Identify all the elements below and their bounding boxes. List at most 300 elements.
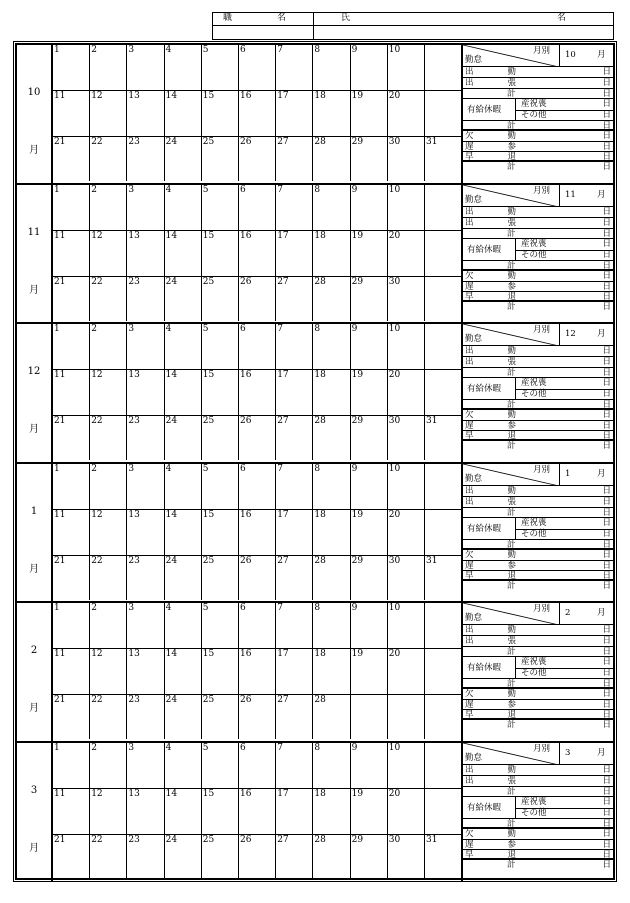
day-cell[interactable] [276,324,313,370]
day-cell[interactable] [239,464,276,510]
day-cell[interactable] [239,324,276,370]
day-cell[interactable] [127,835,164,879]
day-cell[interactable] [165,45,202,91]
day-cell[interactable] [202,649,239,695]
shutcho-label: 出 張 [465,357,517,367]
day-number: 17 [277,230,289,241]
day-cell[interactable] [90,137,127,181]
day-cell[interactable] [127,231,164,277]
day-cell[interactable] [276,649,313,695]
day-cell[interactable] [165,464,202,510]
day-cell[interactable] [239,510,276,556]
day-cell[interactable] [351,416,388,460]
day-cell[interactable] [90,185,127,231]
day-cell[interactable] [53,556,90,600]
day-cell[interactable] [127,185,164,231]
summary-row [463,700,613,710]
day-cell[interactable] [90,277,127,321]
day-cell[interactable] [202,789,239,835]
day-cell[interactable] [90,91,127,137]
day-number: 27 [277,416,289,426]
day-cell[interactable] [351,324,388,370]
day-number: 6 [240,324,246,334]
day-cell[interactable] [351,231,388,277]
day-cell[interactable] [239,231,276,277]
day-cell[interactable] [388,370,425,416]
month-block [17,324,613,464]
day-unit: 日 [602,249,611,260]
day-cell[interactable] [239,370,276,416]
day-unit: 日 [602,849,611,860]
day-cell[interactable] [425,464,462,510]
day-cell[interactable] [53,370,90,416]
day-number: 28 [314,416,326,426]
day-cell[interactable] [53,649,90,695]
month-kanji: 月 [29,563,39,575]
day-cell[interactable] [425,277,462,321]
day-cell[interactable] [351,743,388,789]
day-cell[interactable] [425,510,462,556]
day-number: 4 [165,184,172,195]
day-cell[interactable] [276,231,313,277]
day-number: 17 [277,788,289,799]
day-cell[interactable] [90,45,127,91]
month-block [17,185,613,325]
day-number: 3 [128,45,135,55]
day-cell[interactable] [165,185,202,231]
day-cell[interactable] [90,324,127,370]
day-cell[interactable] [239,185,276,231]
day-number: 13 [128,509,140,520]
day-cell[interactable] [165,835,202,879]
day-cell[interactable] [388,743,425,789]
day-cell[interactable] [127,137,164,181]
day-cell[interactable] [53,603,90,649]
day-cell[interactable] [202,137,239,181]
day-unit: 日 [602,560,611,571]
day-cell[interactable] [239,743,276,789]
day-cell[interactable] [351,556,388,600]
yukyu-total-label: 計 [507,679,516,689]
day-number: 28 [314,276,326,287]
day-unit: 日 [602,89,611,99]
day-cell[interactable] [165,416,202,460]
day-cell[interactable] [313,556,350,600]
day-cell[interactable] [202,556,239,600]
day-cell[interactable] [165,649,202,695]
sanshoku-label: 産祝喪 [521,657,547,667]
day-cell[interactable] [425,185,462,231]
day-cell[interactable] [239,45,276,91]
month-kanji: 月 [29,842,39,854]
day-cell[interactable] [239,91,276,137]
day-cell[interactable] [127,277,164,321]
day-cell[interactable] [202,416,239,460]
day-cell[interactable] [165,556,202,600]
day-cell[interactable] [276,91,313,137]
summary-row [463,162,613,173]
day-cell[interactable] [276,835,313,879]
day-number: 9 [351,324,358,334]
day-cell[interactable] [351,185,388,231]
day-cell[interactable] [90,510,127,556]
day-cell[interactable] [239,789,276,835]
day-cell[interactable] [239,695,276,739]
day-cell[interactable] [425,835,462,879]
day-cell[interactable] [90,416,127,460]
day-cell[interactable] [202,464,239,510]
day-cell[interactable] [239,277,276,321]
day-cell[interactable] [313,91,350,137]
day-cell[interactable] [165,695,202,739]
summary-row [463,657,613,679]
day-cell[interactable] [351,510,388,556]
day-cell[interactable] [165,137,202,181]
summary-row [463,819,613,829]
day-cell[interactable] [127,416,164,460]
subtotal-label: 計 [507,228,516,239]
day-cell[interactable] [90,464,127,510]
day-cell[interactable] [351,91,388,137]
day-cell[interactable] [53,464,90,510]
day-cell[interactable] [90,556,127,600]
day-unit: 日 [602,539,611,550]
day-cell[interactable] [388,649,425,695]
day-cell[interactable] [239,835,276,879]
day-cell[interactable] [388,277,425,321]
shukkin-label: 出 勤 [465,346,517,356]
shukkin-label: 出 勤 [465,206,517,217]
day-number: 18 [314,649,326,659]
day-cell[interactable] [313,370,350,416]
day-cell[interactable] [53,231,90,277]
day-cell[interactable] [388,789,425,835]
day-cell[interactable] [202,91,239,137]
day-cell[interactable] [53,91,90,137]
day-cell[interactable] [239,556,276,600]
day-unit: 日 [602,775,611,786]
day-cell[interactable] [313,464,350,510]
summary-month-number: 12 [565,329,576,339]
day-number: 6 [240,463,246,474]
day-cell[interactable] [351,464,388,510]
day-cell[interactable] [53,835,90,879]
day-cell[interactable] [351,603,388,649]
day-cell[interactable] [276,789,313,835]
summary-row [463,540,613,550]
day-cell[interactable] [388,464,425,510]
day-cell[interactable] [202,231,239,277]
day-cell[interactable] [425,649,462,695]
day-cell[interactable] [351,695,388,739]
day-cell[interactable] [313,743,350,789]
day-cell[interactable] [53,137,90,181]
day-cell[interactable] [165,91,202,137]
day-cell[interactable] [90,743,127,789]
day-cell[interactable] [202,695,239,739]
day-cell[interactable] [388,416,425,460]
day-cell[interactable] [53,695,90,739]
day-cell[interactable] [425,789,462,835]
day-cell[interactable] [202,603,239,649]
day-cell[interactable] [425,603,462,649]
summary-row [463,441,613,452]
day-cell[interactable] [388,835,425,879]
day-cell[interactable] [127,464,164,510]
day-cell[interactable] [127,789,164,835]
day-cell[interactable] [90,231,127,277]
summary-row [463,261,613,271]
day-number: 22 [91,695,103,705]
day-number: 27 [277,695,289,705]
day-unit: 日 [602,389,611,399]
day-unit: 日 [602,410,611,420]
day-number: 5 [202,324,209,334]
day-number: 16 [240,649,252,659]
day-cell[interactable] [313,45,350,91]
summary-row [463,743,613,765]
day-cell[interactable] [276,137,313,181]
day-cell[interactable] [276,556,313,600]
day-cell[interactable] [351,789,388,835]
day-cell[interactable] [276,603,313,649]
shutcho-label: 出 張 [465,775,517,786]
day-cell[interactable] [90,603,127,649]
day-cell[interactable] [425,324,462,370]
day-cell[interactable] [425,743,462,789]
day-cell[interactable] [276,743,313,789]
month-block [17,743,613,883]
day-cell[interactable] [313,695,350,739]
day-number: 27 [277,137,289,147]
day-number: 12 [91,509,103,520]
day-cell[interactable] [202,45,239,91]
day-cell[interactable] [388,137,425,181]
day-number: 22 [91,416,103,426]
day-number: 31 [426,555,438,566]
day-number: 3 [128,184,135,195]
day-cell[interactable] [127,556,164,600]
day-cell[interactable] [351,370,388,416]
day-number: 8 [314,324,321,334]
day-cell[interactable] [90,835,127,879]
day-cell[interactable] [276,45,313,91]
day-number: 25 [202,137,215,147]
day-number: 25 [202,416,215,426]
day-cell[interactable] [165,324,202,370]
day-number: 10 [388,603,401,613]
day-cell[interactable] [313,649,350,695]
day-number: 11 [54,649,66,659]
day-cell[interactable] [388,185,425,231]
total-label: 計 [507,162,516,172]
day-unit: 日 [602,142,611,152]
sanshoku-label: 産祝喪 [521,796,547,807]
day-number: 19 [351,649,364,659]
day-cell[interactable] [276,370,313,416]
day-cell[interactable] [313,510,350,556]
day-cell[interactable] [202,510,239,556]
sonota-label: その他 [521,249,547,260]
day-cell[interactable] [202,743,239,789]
day-cell[interactable] [90,370,127,416]
day-cell[interactable] [165,510,202,556]
day-cell[interactable] [90,789,127,835]
day-cell[interactable] [53,185,90,231]
summary-month-number: 10 [565,50,576,60]
summary-divider [559,324,560,346]
day-number: 26 [240,695,252,705]
day-cell[interactable] [127,45,164,91]
day-cell[interactable] [90,695,127,739]
day-cell[interactable] [351,649,388,695]
month-label-column [17,603,53,741]
day-cell[interactable] [165,231,202,277]
day-number: 7 [277,45,283,55]
day-cell[interactable] [388,231,425,277]
day-cell[interactable] [90,649,127,695]
day-cell[interactable] [53,45,90,91]
day-cell[interactable] [127,324,164,370]
day-cell[interactable] [313,603,350,649]
day-cell[interactable] [425,231,462,277]
day-cell[interactable] [313,277,350,321]
summary-row [463,99,613,121]
summary-divider [559,743,560,765]
day-cell[interactable] [313,835,350,879]
day-cell[interactable] [388,45,425,91]
yukyu-label: 有給休暇 [467,663,502,673]
soutai-label: 早 退 [465,431,517,441]
day-cell[interactable] [313,416,350,460]
day-cell[interactable] [165,789,202,835]
day-cell[interactable] [53,277,90,321]
day-cell[interactable] [425,370,462,416]
sonota-label: その他 [521,528,547,539]
tsukibetsu-label: 月別 [533,46,551,56]
day-cell[interactable] [127,510,164,556]
day-cell[interactable] [351,45,388,91]
day-cell[interactable] [53,416,90,460]
kinmu-label: 勤怠 [465,752,483,763]
day-cell[interactable] [239,649,276,695]
day-number: 11 [54,788,66,799]
day-cell[interactable] [276,695,313,739]
day-cell[interactable] [127,91,164,137]
day-number: 29 [351,137,364,147]
day-cell[interactable] [127,370,164,416]
day-cell[interactable] [276,416,313,460]
day-number: 25 [202,555,215,566]
monthly-summary [461,743,613,883]
day-number: 23 [128,137,140,147]
day-cell[interactable] [388,324,425,370]
summary-row [463,765,613,776]
day-number: 2 [91,463,97,474]
summary-row [463,431,613,441]
day-number: 25 [202,695,215,705]
day-cell[interactable] [351,137,388,181]
day-cell[interactable] [239,137,276,181]
day-number: 23 [128,555,140,566]
summary-row [463,302,613,313]
day-cell[interactable] [425,695,462,739]
day-cell[interactable] [202,324,239,370]
day-unit: 日 [602,807,611,818]
day-cell[interactable] [165,743,202,789]
day-cell[interactable] [53,789,90,835]
day-cell[interactable] [276,510,313,556]
day-cell[interactable] [313,137,350,181]
soutai-label: 早 退 [465,291,517,302]
summary-row [463,218,613,229]
day-cell[interactable] [313,789,350,835]
day-number: 23 [128,276,140,287]
day-cell[interactable] [127,603,164,649]
kekkin-label: 欠 勤 [465,549,517,560]
day-number: 23 [128,416,140,426]
day-number: 17 [277,370,289,380]
day-cell[interactable] [313,324,350,370]
day-cell[interactable] [313,185,350,231]
day-cell[interactable] [202,185,239,231]
day-number: 26 [240,555,252,566]
day-cell[interactable] [351,277,388,321]
day-cell[interactable] [276,464,313,510]
kekkin-label: 欠 勤 [465,689,517,699]
day-cell[interactable] [239,416,276,460]
day-cell[interactable] [425,91,462,137]
day-cell[interactable] [127,695,164,739]
day-cell[interactable] [425,416,462,460]
day-cell[interactable] [53,743,90,789]
day-number: 11 [54,91,66,101]
summary-row [463,346,613,357]
day-cell[interactable] [53,324,90,370]
summary-row [463,710,613,720]
day-unit: 日 [602,786,611,797]
day-cell[interactable] [388,91,425,137]
day-cell[interactable] [313,231,350,277]
day-cell[interactable] [425,137,462,181]
day-cell[interactable] [388,510,425,556]
month-kanji: 月 [29,424,39,435]
day-cell[interactable] [425,45,462,91]
day-number: 8 [314,742,321,753]
day-cell[interactable] [239,603,276,649]
day-cell[interactable] [276,185,313,231]
day-cell[interactable] [165,277,202,321]
day-cell[interactable] [425,556,462,600]
day-cell[interactable] [351,835,388,879]
day-cell[interactable] [127,743,164,789]
day-cell[interactable] [388,603,425,649]
day-cell[interactable] [165,370,202,416]
day-cell[interactable] [276,277,313,321]
day-cell[interactable] [202,277,239,321]
month-number: 11 [27,226,41,238]
day-cell[interactable] [202,835,239,879]
day-cell[interactable] [388,695,425,739]
day-number: 16 [240,788,252,799]
day-number: 27 [277,555,289,566]
day-cell[interactable] [165,603,202,649]
day-cell[interactable] [53,510,90,556]
day-cell[interactable] [202,370,239,416]
day-cell[interactable] [127,649,164,695]
day-number: 31 [426,416,438,426]
day-cell[interactable] [388,556,425,600]
